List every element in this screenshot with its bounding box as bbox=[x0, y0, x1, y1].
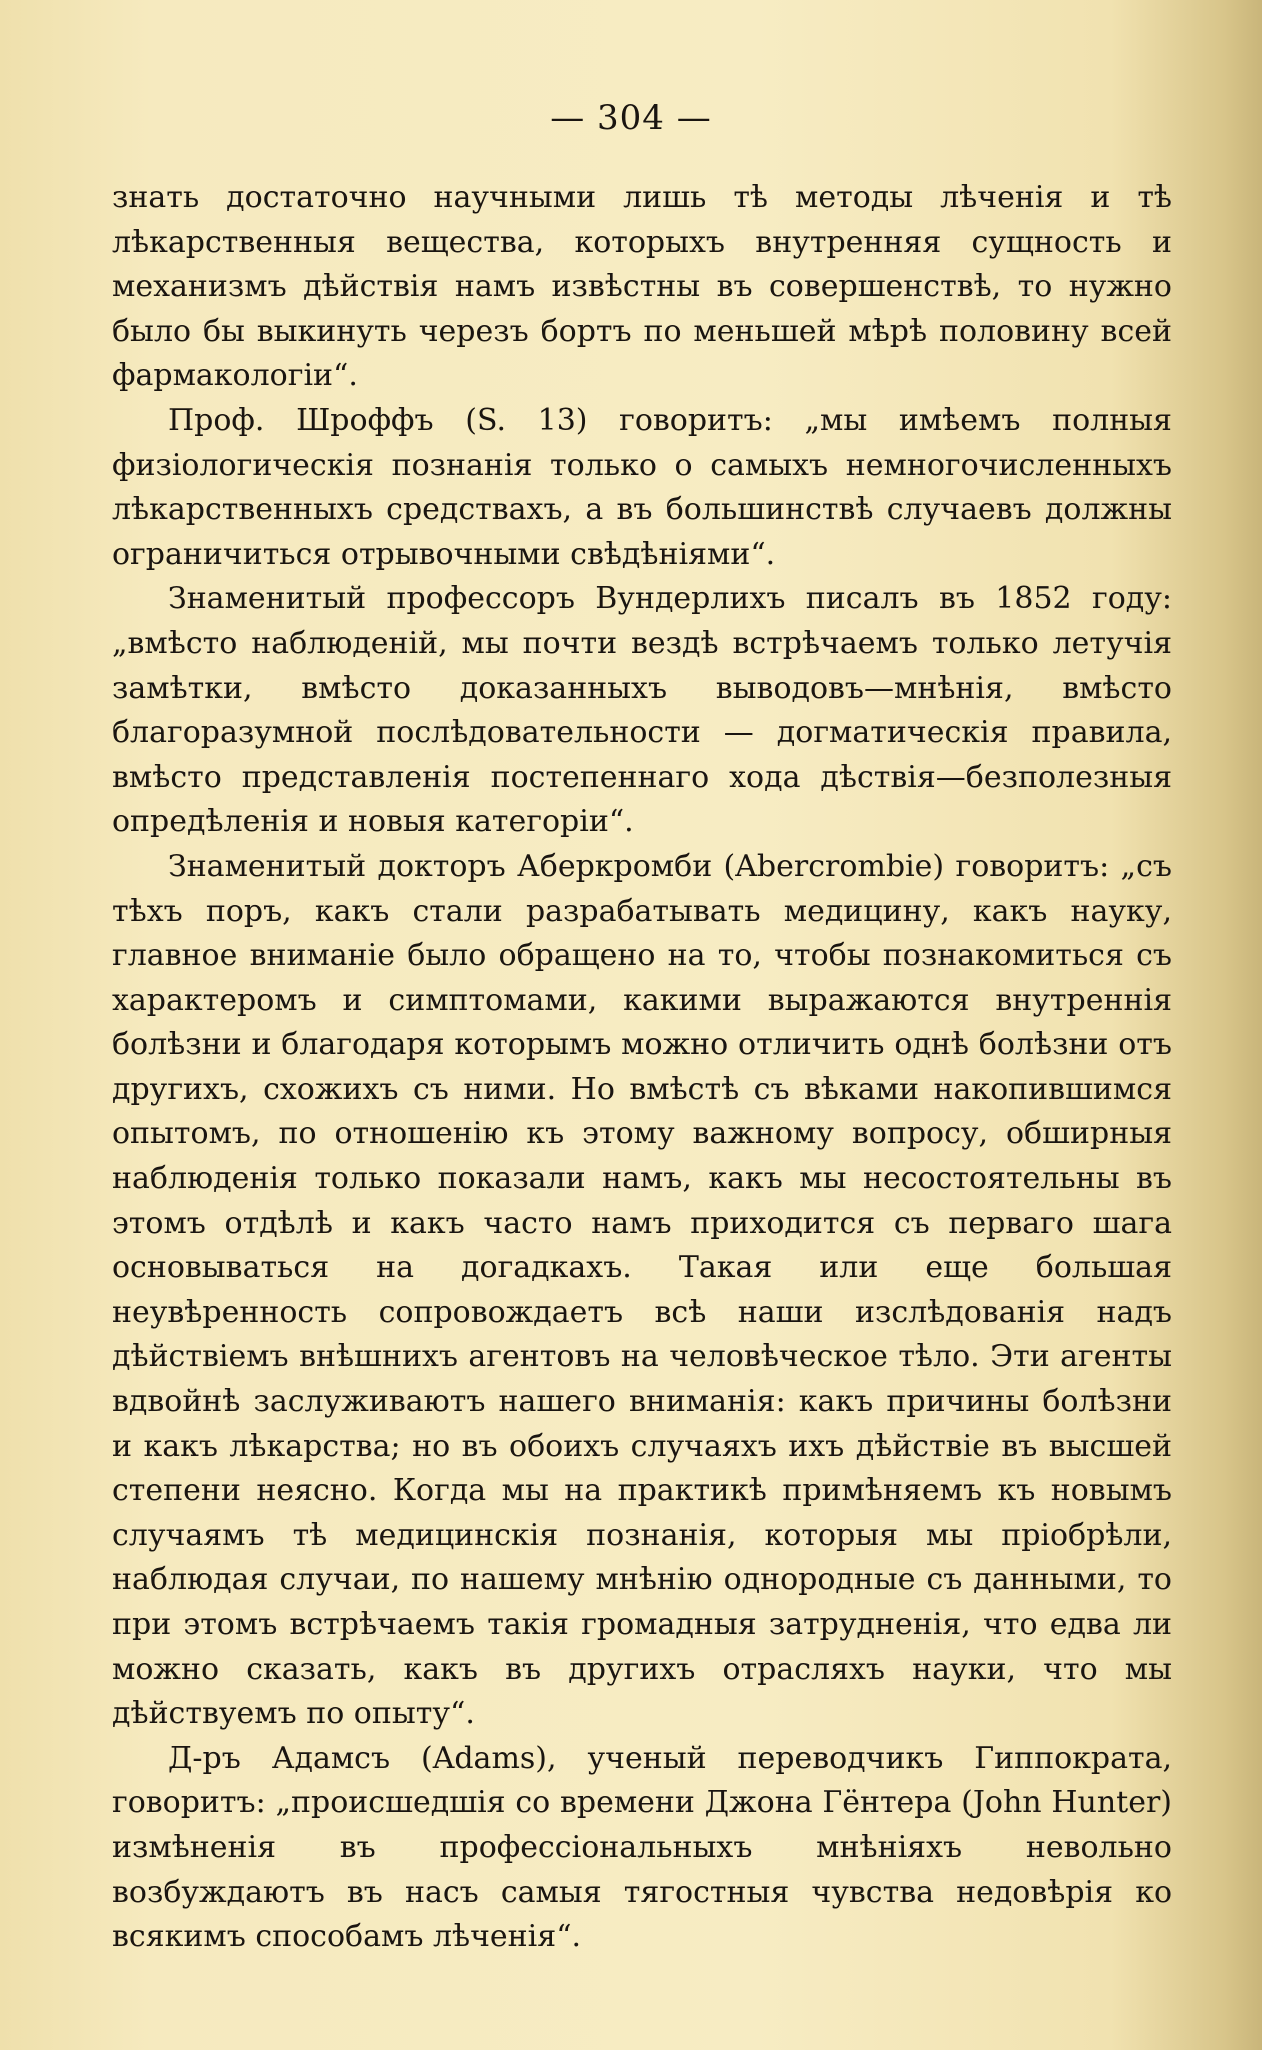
page-number: — 304 — bbox=[550, 98, 712, 138]
paragraph: Знаменитый докторъ Аберкромби (Abercrombie) говоритъ: „съ тѣхъ поръ, какъ стали разрабатывать медицину, какъ науку, главное вниманіе было обращено на то, чтобы познакомиться съ характеромъ и симптомами, какими выражаются внутреннія болѣзни и благодаря которымъ можно отличить однѣ болѣзни отъ другихъ, схожихъ съ ними. Но вмѣстѣ съ вѣками накопившимся опытомъ, по отношенію къ этому важному вопросу, обширныя наблюденія только показали намъ, какъ мы несостоятельны въ этомъ отдѣлѣ и какъ часто намъ приходится съ перваго шага основываться на догадкахъ. Такая или еще большая неувѣренность сопровождаетъ всѣ наши изслѣдованія надъ дѣйствіемъ внѣшнихъ агентовъ на человѣческое тѣло. Эти агенты вдвойнѣ заслуживаютъ нашего вниманія: какъ причины болѣзни и какъ лѣкарства; но въ обоихъ случаяхъ ихъ дѣйствіе въ высшей степени неясно. Когда мы на практикѣ примѣняемъ къ новымъ случаямъ тѣ медицинскія познанія, которыя мы пріобрѣли, наблюдая случаи, по нашему мнѣнію однородные съ данными, то при этомъ встрѣчаемъ такія громадныя затрудненія, что едва ли можно сказать, какъ въ другихъ отрасляхъ науки, что мы дѣйствуемъ по опыту“. bbox=[112, 848, 1172, 1732]
paragraph: Знаменитый профессоръ Вундерлихъ писалъ въ 1852 году: „вмѣсто наблюденій, мы почти вездѣ встрѣчаемъ только летучія замѣтки, вмѣсто доказанныхъ выводовъ—мнѣнія, вмѣсто благоразумной послѣдовательности — догматическія правила, вмѣсто представленія постепеннаго хода дѣствія—безполезныя опредѣленія и новыя категоріи“. bbox=[112, 581, 1172, 840]
paragraph: Д-ръ Адамсъ (Adams), ученый переводчикъ Гиппократа, говоритъ: „происшедшія со времени Джона Гёнтера (John Hunter) измѣненія въ профессіональныхъ мнѣніяхъ невольно возбуждаютъ въ насъ самыя тягостныя чувства недовѣрія ко всякимъ способамъ лѣченія“. bbox=[112, 1740, 1172, 1955]
paragraph: Проф. Шроффъ (S. 13) говоритъ: „мы имѣемъ полныя физіологическія познанія только о самыхъ немногочисленныхъ лѣкарственныхъ средствахъ, а въ большинствѣ случаевъ должны ограничиться отрывочными свѣдѣніями“. bbox=[112, 402, 1172, 572]
paragraph: знать достаточно научными лишь тѣ методы лѣченія и тѣ лѣкарственныя вещества, которыхъ внутренняя сущность и механизмъ дѣйствія намъ извѣстны въ совершенствѣ, то нужно было бы выкинуть черезъ бортъ по меньшей мѣрѣ половину всей фармакологіи“. bbox=[112, 180, 1172, 394]
body-text bbox=[112, 176, 1172, 1960]
